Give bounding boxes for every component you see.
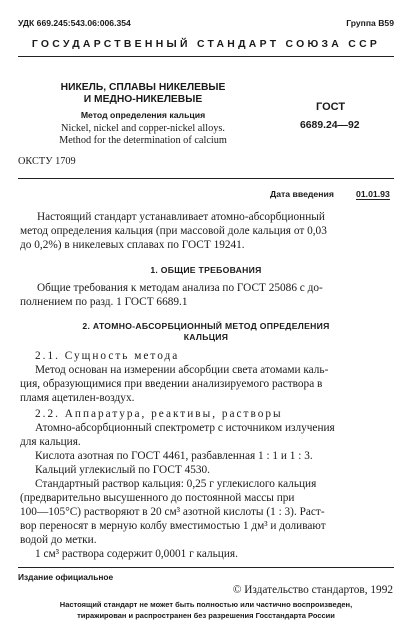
footer-divider	[18, 567, 394, 568]
section-1-line: Общие требования к методам анализа по ГОСТ 25086 с до-	[37, 282, 323, 294]
subsection-2-2-line: 1 см³ раствора содержит 0,0001 г кальция.	[35, 548, 238, 560]
state-standard-banner: ГОСУДАРСТВЕННЫЙ СТАНДАРТ СОЮЗА ССР	[31, 39, 381, 50]
gost-number: 6689.24—92	[300, 120, 360, 131]
subsection-2-1-line: пламя ацетилен-воздух.	[20, 392, 135, 404]
subsection-2-2-heading: 2.2. Аппаратура, реактивы, растворы	[35, 408, 283, 420]
english-title-line-2: Method for the determination of calcium	[59, 135, 227, 146]
okstu-code: ОКСТУ 1709	[18, 156, 76, 167]
subsection-2-2-line: Кислота азотная по ГОСТ 4461, разбавленная 1 : 1 и 1 : 3.	[35, 450, 313, 462]
subsection-2-1-line: ция, образующимися при введении анализируемого раствора в	[20, 378, 323, 390]
section-2-heading-line-1: 2. АТОМНО-АБСОРБЦИОННЫЙ МЕТОД ОПРЕДЕЛЕНИЯ	[82, 321, 330, 331]
section-2-heading-line-2: КАЛЬЦИЯ	[183, 332, 229, 342]
intro-line: Настоящий стандарт устанавливает атомно-абсорбционный	[37, 211, 325, 223]
subsection-2-2-line: вор переносят в мерную колбу вместимостью 1 дм³ и доливают	[20, 520, 326, 532]
intro-date-label: Дата введения	[270, 189, 334, 199]
subsection-2-2-line: Атомно-абсорбционный спектрометр с источником излучения	[35, 422, 335, 434]
subsection-2-2-line: (предварительно высушенного до постоянной массы при	[20, 492, 295, 504]
header-divider	[18, 56, 394, 57]
udk-code: УДК 669.245:543.06:006.354	[18, 18, 131, 28]
title-line-1: НИКЕЛЬ, СПЛАВЫ НИКЕЛЕВЫЕ	[60, 82, 226, 93]
intro-line: метод определения кальция (при массовой доле кальция от 0,03	[20, 225, 327, 237]
subsection-2-2-line: 100—105°С) растворяют в 20 см³ азотной кислоты (1 : 3). Раст-	[20, 506, 325, 518]
title-subtitle: Метод определения кальция	[80, 110, 206, 120]
subsection-2-2-line: для кальция.	[20, 436, 81, 448]
english-title-line-1: Nickel, nickel and copper-nickel alloys.	[61, 123, 225, 134]
copyright-notice: © Издательство стандартов, 1992	[232, 584, 393, 596]
subsection-2-2-line: Стандартный раствор кальция: 0,25 г углекислого кальция	[35, 478, 317, 490]
subsection-2-1-line: Метод основан на измерении абсорбции света атомами каль-	[35, 364, 329, 376]
gost-label: ГОСТ	[316, 101, 346, 113]
reproduction-notice-line-1: Настоящий стандарт не может быть полностью или частично воспроизведен,	[59, 600, 353, 609]
title-line-2: И МЕДНО-НИКЕЛЕВЫЕ	[83, 94, 203, 105]
intro-date-value: 01.01.93	[356, 189, 390, 199]
subsection-2-2-line: водой до метки.	[20, 534, 97, 546]
section-1-line: полнением по разд. 1 ГОСТ 6689.1	[20, 296, 188, 308]
reproduction-notice-line-2: тиражирован и распространен без разрешения Госстандарта России	[77, 611, 335, 620]
section-1-heading: 1. ОБЩИЕ ТРЕБОВАНИЯ	[150, 265, 262, 275]
intro-line: до 0,2%) в никелевых сплавах по ГОСТ 19241.	[20, 239, 245, 251]
subsection-2-2-line: Кальций углекислый по ГОСТ 4530.	[35, 464, 210, 476]
official-edition-label: Издание официальное	[18, 572, 114, 582]
title-divider	[18, 178, 394, 179]
subsection-2-1-heading: 2.1. Сущность метода	[35, 350, 180, 362]
group-code: Группа В59	[346, 18, 394, 28]
